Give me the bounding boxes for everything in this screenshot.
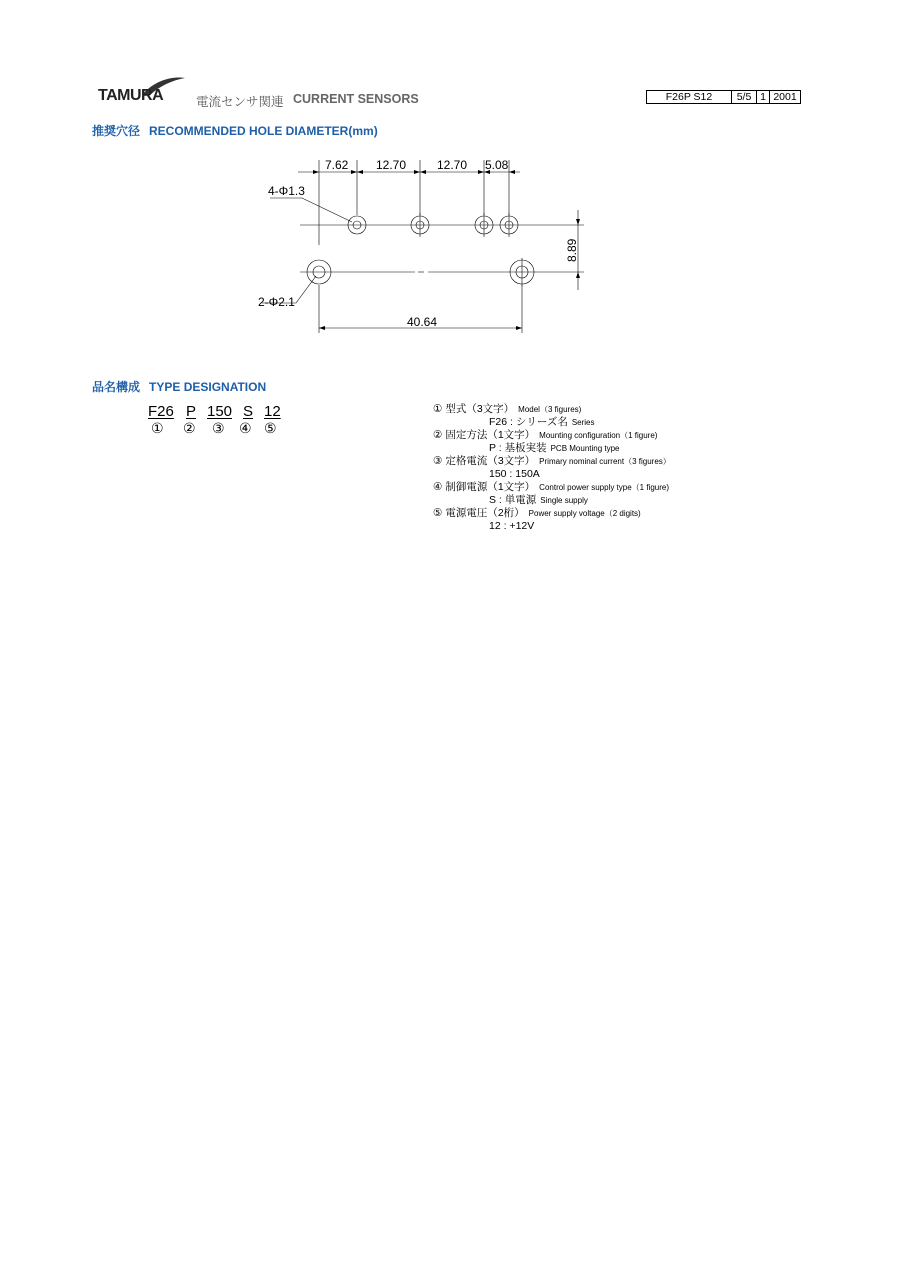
legend-sub-text: 150 : 150A <box>489 468 540 480</box>
section-hole-title-jp: 推奨穴径 <box>92 124 141 138</box>
legend-sub-en: Single supply <box>540 496 588 505</box>
code-part-model: F26 <box>148 403 174 420</box>
section-type-title-jp: 品名構成 <box>92 380 141 394</box>
legend-item <box>433 507 671 520</box>
legend-head-en: Primary nominal current（3 figures） <box>539 457 671 466</box>
section-hole-title <box>92 122 378 139</box>
legend-sub <box>433 442 671 455</box>
legend-head: ⑤ 電源電圧（2桁） <box>433 507 525 519</box>
type-legend <box>433 403 671 533</box>
legend-sub-text: S : 単電源 <box>489 494 537 506</box>
legend-head: ③ 定格電流（3文字） <box>433 455 536 467</box>
section-type-title-en: TYPE DESIGNATION <box>149 380 267 394</box>
code-number-5: ⑤ <box>264 420 277 436</box>
code-part-mounting: P <box>186 403 197 420</box>
code-part-supply-type: S <box>243 403 254 420</box>
legend-item <box>433 403 671 416</box>
dim-40-64: 40.64 <box>407 315 438 329</box>
legend-head: ② 固定方法（1文字） <box>433 429 536 441</box>
dim-7-62: 7.62 <box>325 158 349 172</box>
hole-diameter-drawing <box>240 148 600 348</box>
dim-5-08: 5.08 <box>485 158 509 172</box>
legend-sub <box>433 520 671 533</box>
dim-8-89: 8.89 <box>565 238 579 262</box>
document-reference-table <box>646 90 801 104</box>
code-part-voltage: 12 <box>264 403 281 420</box>
legend-sub-text: P : 基板実装 <box>489 442 547 454</box>
legend-head-en: Power supply voltage（2 digits) <box>528 509 641 518</box>
code-part-current: 150 <box>207 403 233 420</box>
legend-head-en: Mounting configuration（1 figure) <box>539 431 658 440</box>
company-logo-text: TAMURA <box>98 87 164 104</box>
label-large-holes: 2-Φ2.1 <box>258 295 295 309</box>
legend-sub-text: 12 : +12V <box>489 520 535 532</box>
header-title-jp: 電流センサ関連 <box>196 95 284 109</box>
legend-sub-en: PCB Mounting type <box>550 444 620 453</box>
dim-12-70-a: 12.70 <box>376 158 407 172</box>
legend-head-en: Control power supply type（1 figure) <box>539 483 670 492</box>
legend-sub <box>433 494 671 507</box>
code-number-1: ① <box>151 420 164 436</box>
code-number-4: ④ <box>239 420 252 436</box>
legend-head: ④ 制御電源（1文字） <box>433 481 536 493</box>
section-type-title <box>92 378 266 395</box>
code-number-3: ③ <box>212 420 225 436</box>
code-number-2: ② <box>183 420 196 436</box>
header-title-en: CURRENT SENSORS <box>293 92 419 106</box>
legend-item <box>433 455 671 468</box>
label-small-holes: 4-Φ1.3 <box>268 184 305 198</box>
doc-page: 5/5 <box>732 91 757 104</box>
section-hole-title-en: RECOMMENDED HOLE DIAMETER(mm) <box>149 124 378 138</box>
dim-12-70-b: 12.70 <box>437 158 468 172</box>
legend-sub-text: F26 : シリーズ名 <box>489 416 568 428</box>
legend-sub <box>433 416 671 429</box>
doc-model: F26P S12 <box>647 91 732 104</box>
legend-head: ① 型式（3文字） <box>433 403 515 415</box>
doc-revision: 1 <box>757 91 770 104</box>
legend-sub-en: Series <box>571 418 595 427</box>
legend-item <box>433 429 671 442</box>
doc-year: 2001 <box>770 91 801 104</box>
legend-item <box>433 481 671 494</box>
legend-head-en: Model（3 figures) <box>518 405 582 414</box>
legend-sub <box>433 468 671 481</box>
